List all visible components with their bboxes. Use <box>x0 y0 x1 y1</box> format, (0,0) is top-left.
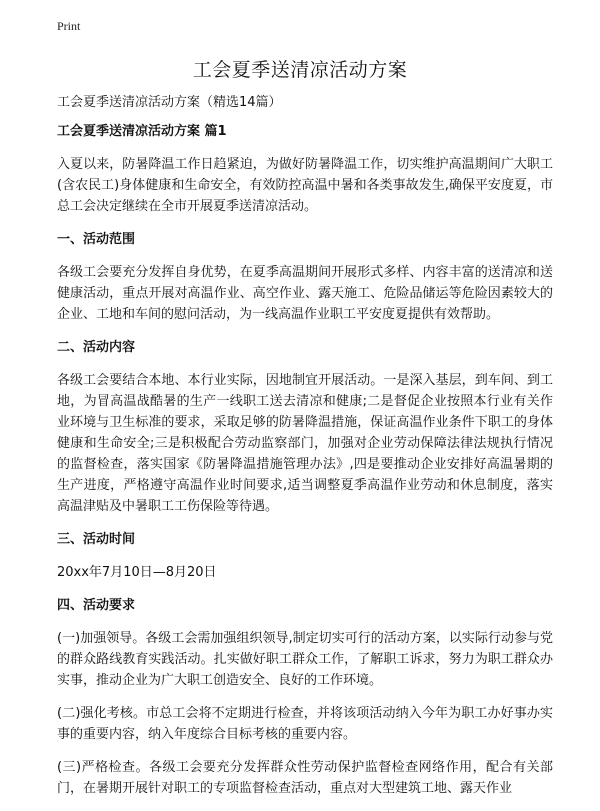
section-heading: 一、活动范围 <box>57 232 136 247</box>
document-body <box>57 92 553 811</box>
document-title: 工会夏季送清凉活动方案 <box>192 59 408 81</box>
intro-paragraph: 入夏以来，防暑降温工作日趋紧迫，为做好防暑降温工作，切实维护高温期间广大职工(含农民工)身体健康和生命安全，有效防控高温中暑和各类事故发生,确保平安度夏，市总工会决定继续在全市开展夏季送清凉活动。 <box>57 157 553 214</box>
print-link[interactable]: Print <box>57 19 81 33</box>
section-paragraph: 20xx年7月10日—8月20日 <box>57 565 217 580</box>
section-heading: 二、活动内容 <box>57 340 136 355</box>
document-subtitle: 工会夏季送清凉活动方案（精选14篇） <box>57 95 282 110</box>
section-paragraph: 各级工会要结合本地、本行业实际，因地制宜开展活动。一是深入基层，到车间、到工地，为冒高温战酷暑的生产一线职工送去清凉和健康;二是督促企业按照本行业有关作业环境与卫生标准的要求，采取足够的防暑降温措施，保证高温作业条件下职工的身体健康和生命安全;三是积极配合劳动监察部门，加强对企业劳动保障法律法规执行情况的监督检查，落实国家《防暑降温措施管理办法》,四是要推动企业安排好高温暑期的生产进度，严格遵守高温作业时间要求,适当调整夏季高温作业劳动和休息制度，落实高温津贴及中暑职工工伤保险等待遇。 <box>57 373 553 514</box>
section-paragraph: (二)强化考核。市总工会将不定期进行检查，并将该项活动纳入今年为职工办好事办实事的重要内容，纳入年度综合目标考核的重要内容。 <box>57 706 553 742</box>
section-paragraph: 各级工会要充分发挥自身优势，在夏季高温期间开展形式多样、内容丰富的送清凉和送健康活动，重点开展对高温作业、高空作业、露天施工、危险品储运等危险因素较大的企业、工地和车间的慰问活动，为一线高温作业职工平安度夏提供有效帮助。 <box>57 265 553 322</box>
section-heading: 四、活动要求 <box>57 598 136 613</box>
section-paragraph: (三)严格检查。各级工会要充分发挥群众性劳动保护监督检查网络作用，配合有关部门，在暑期开展针对职工的专项监督检查活动，重点对大型建筑工地、露天作业 <box>57 760 553 796</box>
section-paragraph: (一)加强领导。各级工会需加强组织领导,制定切实可行的活动方案，以实际行动参与党的群众路线教育实践活动。扎实做好职工群众工作，了解职工诉求，努力为职工群众办实事，推动企业为广大职工创造安全、良好的工作环境。 <box>57 631 553 688</box>
article-heading: 工会夏季送清凉活动方案 篇1 <box>57 124 227 139</box>
section-heading: 三、活动时间 <box>57 532 136 547</box>
